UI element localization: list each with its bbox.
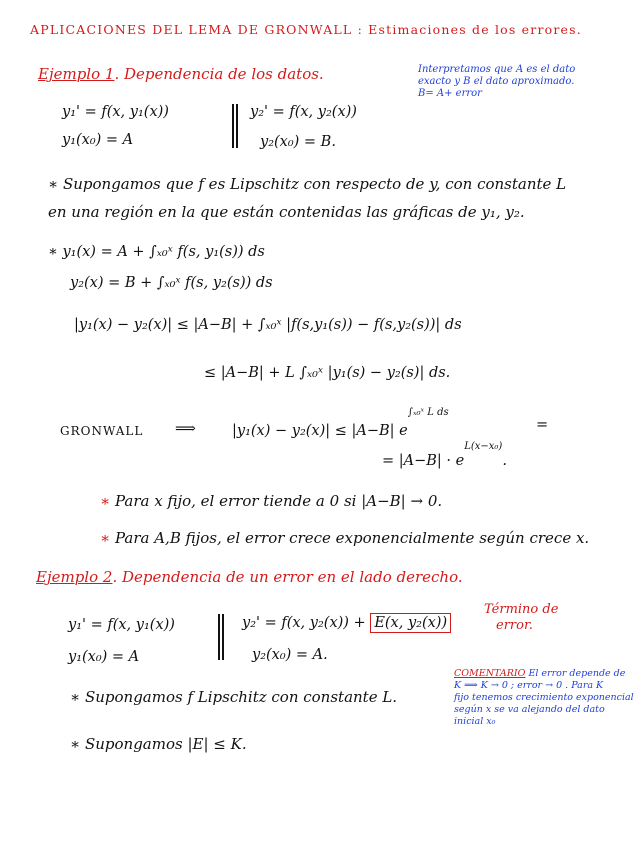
gronwall-equals: = — [536, 417, 549, 433]
gronwall-result-base: = |A−B| · e — [382, 452, 465, 469]
comment-line-1: El error depende de — [528, 668, 626, 679]
example-2-label: Ejemplo 2 — [36, 568, 113, 586]
gronwall-result-exponent: L(x−x₀) — [464, 441, 503, 452]
gronwall-lhs: |y₁(x) − y₂(x)| ≤ |A−B| e — [232, 422, 408, 439]
ex2-ode-2 — [242, 616, 451, 631]
comment-label: COMENTARIO — [454, 668, 526, 679]
error-term-label-2: error. — [496, 618, 533, 633]
ex1-ode-2: y₂' = f(x, y₂(x)) — [250, 104, 357, 120]
ex1-initial-1: y₁(x₀) = A — [62, 132, 134, 148]
gronwall-label: GRONWALL — [60, 424, 144, 438]
gronwall-bound — [232, 407, 449, 439]
inequality-1: |y₁(x) − y₂(x)| ≤ |A−B| + ∫ₓ₀ˣ |f(s,y₁(s)) − f(s,y₂(s))| ds — [74, 317, 462, 333]
error-term-box: E(x, y₂(x)) — [370, 613, 451, 633]
conclusion-1 — [100, 494, 442, 509]
note-line-3: B= A+ error — [418, 88, 482, 99]
note-line-2: exacto y B el dato aproximado. — [418, 76, 575, 87]
system-separator — [218, 614, 220, 660]
star-bullet: ∗ — [100, 529, 111, 547]
interpretation-note — [418, 64, 575, 100]
integral-form-1: ∗ y₁(x) = A + ∫ₓ₀ˣ f(s, y₁(s)) ds — [48, 244, 265, 260]
gronwall-result-end: . — [502, 452, 507, 469]
system-separator — [236, 104, 238, 148]
system-separator — [232, 104, 234, 148]
comment-line-3: fijo tenemos crecimiento exponencial — [454, 692, 634, 703]
example-2-title: . Dependencia de un error en el lado derecho. — [112, 568, 463, 586]
gronwall-result — [382, 441, 507, 469]
comment-line-5: inicial x₀ — [454, 716, 496, 727]
comment-line-2: K ⟹ K → 0 ; error → 0 . Para K — [454, 680, 604, 691]
conclusion-2 — [100, 531, 589, 546]
star-bullet: ∗ — [100, 492, 111, 510]
error-term-label-1: Término de — [484, 602, 559, 617]
system-separator — [222, 614, 224, 660]
ex2-assumption-2: ∗ Supongamos |E| ≤ K. — [70, 735, 247, 753]
assumption-line-1: ∗ Supongamos que f es Lipschitz con respecto de y, con constante L — [48, 175, 567, 193]
assumption-line-2: en una región en la que están contenidas las gráficas de y₁, y₂. — [48, 203, 525, 221]
example-2-heading — [36, 570, 463, 585]
comment-block — [454, 668, 634, 728]
example-1-heading — [38, 67, 324, 82]
inequality-2: ≤ |A−B| + L ∫ₓ₀ˣ |y₁(s) − y₂(s)| ds. — [204, 365, 451, 381]
ex2-ode-1: y₁' = f(x, y₁(x)) — [68, 617, 175, 633]
page-title: APLICACIONES DEL LEMA DE GRONWALL : Estimaciones de los errores. — [30, 22, 582, 37]
conclusion-1-text: Para x fijo, el error tiende a 0 si |A−B| → 0. — [114, 492, 443, 510]
example-1-label: Ejemplo 1 — [38, 65, 115, 83]
ex1-initial-2: y₂(x₀) = B. — [260, 134, 336, 150]
note-line-1: Interpretamos que A es el dato — [418, 64, 576, 75]
error-term-label — [484, 602, 558, 634]
example-1-title: . Dependencia de los datos. — [114, 65, 324, 83]
conclusion-2-text: Para A,B fijos, el error crece exponencialmente según crece x. — [114, 529, 590, 547]
comment-line-4: según x se va alejando del dato — [454, 704, 605, 715]
ex2-assumption-1: ∗ Supongamos f Lipschitz con constante L. — [70, 688, 398, 706]
ex2-initial-1: y₁(x₀) = A — [68, 649, 140, 665]
ex2-ode-2-main: y₂' = f(x, y₂(x)) + — [242, 615, 366, 631]
gronwall-exponent: ∫ₓ₀ˣ L ds — [407, 407, 449, 418]
integral-form-2: y₂(x) = B + ∫ₓ₀ˣ f(s, y₂(s)) ds — [70, 275, 273, 291]
ex2-initial-2: y₂(x₀) = A. — [252, 647, 328, 663]
implies-arrow: ⟹ — [175, 421, 196, 437]
ex1-ode-1: y₁' = f(x, y₁(x)) — [62, 104, 169, 120]
